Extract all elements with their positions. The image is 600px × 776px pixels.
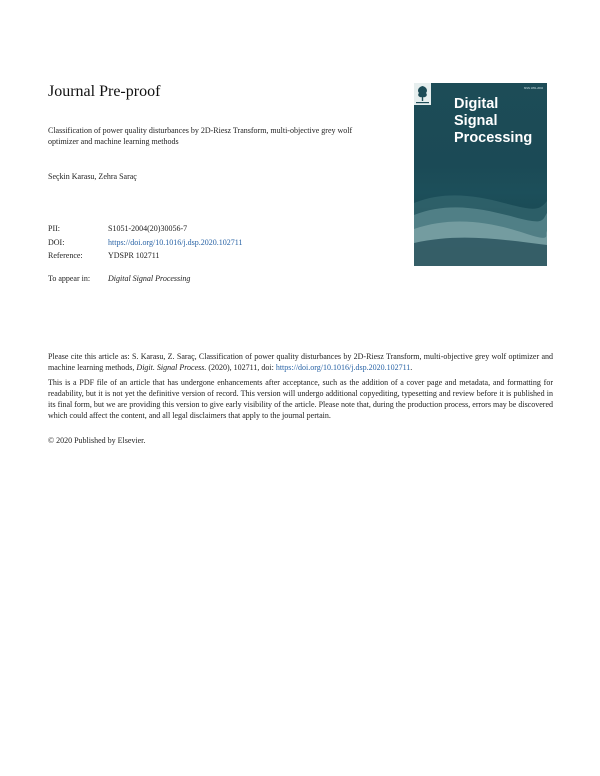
appear-label: To appear in: [48,274,91,283]
article-metadata [48,222,242,263]
reference-value: YDSPR 102711 [108,251,160,261]
citation-end: . [410,363,413,372]
citation-journal: Digit. Signal Process. [136,363,207,372]
cover-issn: ISSN 1051-2004 [523,87,543,90]
appear-in-row [48,274,190,283]
cover-title-line-1: Digital [454,96,499,112]
pii-label: PII: [48,224,60,233]
copyright-notice: © 2020 Published by Elsevier. [48,436,146,445]
page-title: Journal Pre-proof [48,83,161,100]
appear-journal: Digital Signal Processing [108,274,191,283]
article-authors: Seçkin Karasu, Zehra Saraç [48,172,137,181]
citation-text [48,351,553,373]
cover-title-line-2: Signal [454,113,498,129]
doi-label: DOI: [48,237,65,247]
cover-title-line-3: Processing [454,130,533,146]
preproof-notice: This is a PDF file of an article that has undergone enhancements after acceptance, such as the addition of a cover page and metadata, and formatting for readability, but it is not yet the definitive version of record. This version will undergo additional copyediting, typesetting and review before it is published in its final form, but we are providing this version to give early visibility of the article. Please note that, during the production process, errors may be discovered which could affect the content, and all legal disclaimers that apply to the journal pertain. [48,378,553,420]
elsevier-tree-logo-icon [414,83,431,105]
doi-link[interactable]: https://doi.org/10.1016/j.dsp.2020.102711 [108,237,243,247]
reference-row [48,249,242,263]
cover-title [454,96,532,147]
pii-value: S1051-2004(20)30056-7 [108,224,188,233]
citation-lead: Please cite this article as: S. Karasu, Z. Saraç, Classification of power quality disturbances by 2D-Riesz Transform, multi-objective grey wolf optimizer and machine learning methods, [48,352,553,372]
reference-label: Reference: [48,251,83,261]
doi-row [48,236,242,250]
pii-row [48,222,242,236]
article-title: Classification of power quality disturbances by 2D-Riesz Transform, multi-objective grey wolf optimizer and machine learning methods [48,126,353,146]
citation-doi-link[interactable]: https://doi.org/10.1016/j.dsp.2020.102711 [275,363,411,372]
journal-cover [414,83,547,266]
citation-tail: (2020), 102711, doi: [206,363,276,372]
